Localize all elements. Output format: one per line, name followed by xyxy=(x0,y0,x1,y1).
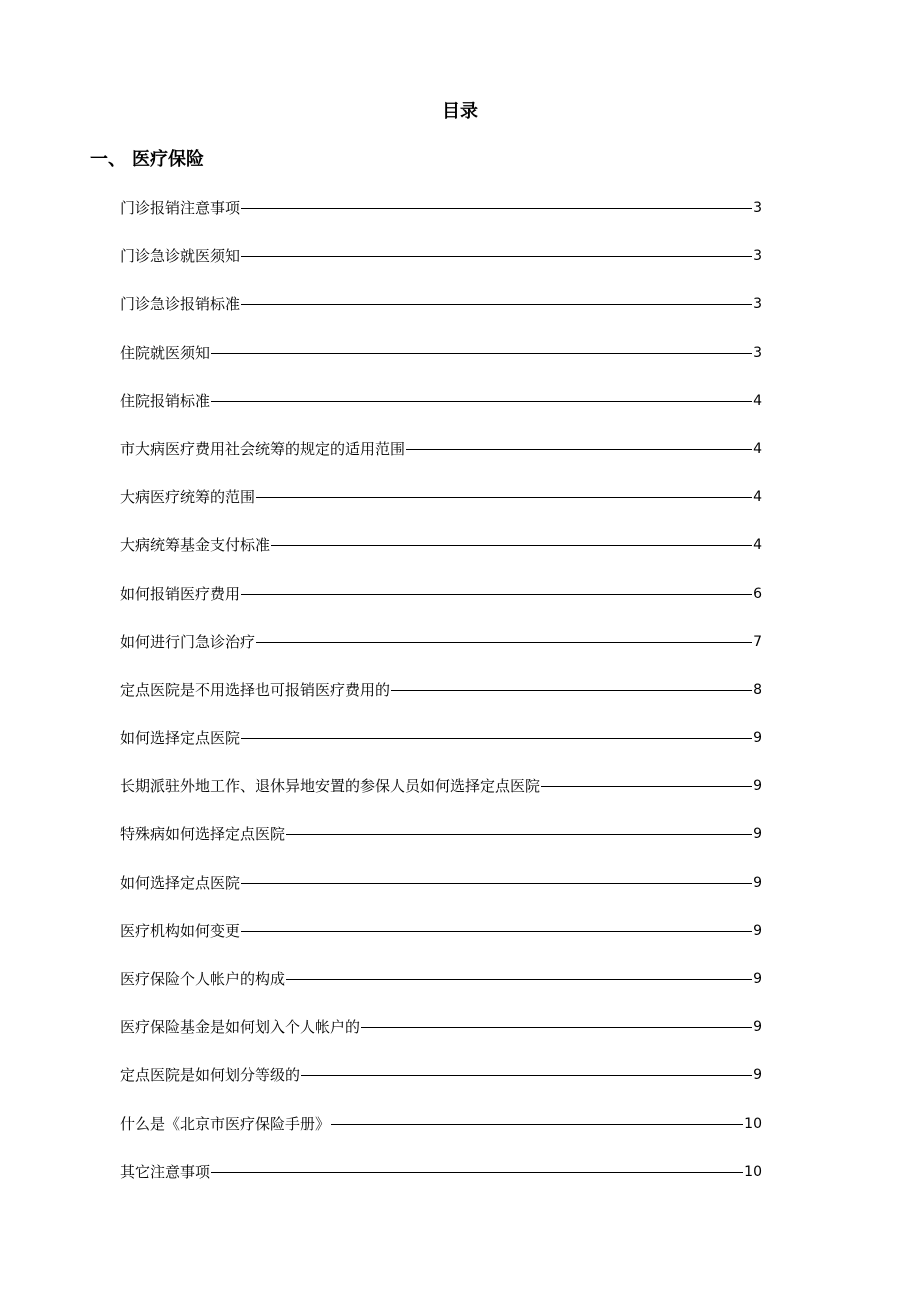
toc-entry[interactable] xyxy=(120,916,762,964)
toc-leader-line xyxy=(406,449,752,450)
toc-page-number: 9 xyxy=(753,1067,762,1084)
toc-leader-line xyxy=(211,1172,743,1173)
toc-entry-label: 定点医院是不用选择也可报销医疗费用的 xyxy=(120,680,391,699)
toc-entry[interactable] xyxy=(120,964,762,1012)
toc-entry-label: 住院报销标准 xyxy=(120,391,211,410)
toc-leader-line xyxy=(241,208,752,209)
toc-page-number: 3 xyxy=(753,248,762,265)
toc-entry[interactable] xyxy=(120,241,762,289)
toc-page-number: 4 xyxy=(753,440,762,457)
toc-entry[interactable] xyxy=(120,579,762,627)
toc-leader-line xyxy=(286,834,752,835)
toc-leader-line xyxy=(271,545,752,546)
toc-page-number: 4 xyxy=(753,537,762,554)
toc-page-number: 9 xyxy=(753,971,762,987)
toc-leader-line xyxy=(241,883,752,884)
toc-page-number: 4 xyxy=(753,489,762,506)
toc-entry-label: 大病统筹基金支付标准 xyxy=(120,536,271,555)
toc-entry-label: 如何选择定点医院 xyxy=(120,729,241,748)
toc-entry[interactable] xyxy=(120,193,762,241)
toc-page-number: 9 xyxy=(753,778,762,795)
toc-entry-label: 如何报销医疗费用 xyxy=(120,584,241,603)
toc-page-number: 9 xyxy=(753,1019,762,1036)
toc-page-number: 10 xyxy=(744,1163,762,1180)
toc-entry-label: 定点医院是如何划分等级的 xyxy=(120,1066,301,1085)
toc-entry[interactable] xyxy=(120,482,762,530)
toc-entry-label: 医疗机构如何变更 xyxy=(120,921,241,940)
toc-page-number: 8 xyxy=(753,681,762,698)
toc-leader-line xyxy=(241,256,752,257)
toc-leader-line xyxy=(241,304,752,305)
toc-page-number: 6 xyxy=(753,585,762,602)
toc-entry-label: 如何进行门急诊治疗 xyxy=(120,632,256,651)
toc-leader-line xyxy=(301,1075,752,1076)
toc-entry[interactable] xyxy=(120,675,762,723)
toc-leader-line xyxy=(541,786,752,787)
toc-entry[interactable] xyxy=(120,723,762,771)
toc-leader-line xyxy=(361,1027,752,1028)
toc-entry[interactable] xyxy=(120,434,762,482)
toc-page-number: 9 xyxy=(753,922,762,939)
toc-leader-line xyxy=(391,690,752,691)
toc-leader-line xyxy=(256,497,752,498)
toc-entry[interactable] xyxy=(120,530,762,578)
section-heading xyxy=(90,146,204,174)
toc-entry-label: 市大病医疗费用社会统筹的规定的适用范围 xyxy=(120,439,406,458)
toc-entry[interactable] xyxy=(120,1060,762,1108)
toc-entry[interactable] xyxy=(120,289,762,337)
toc-entry[interactable] xyxy=(120,386,762,434)
toc-leader-line xyxy=(241,594,752,595)
toc-entry-label: 如何选择定点医院 xyxy=(120,873,241,892)
toc-page-number: 9 xyxy=(753,874,762,891)
table-of-contents xyxy=(120,193,762,1205)
toc-page-number: 3 xyxy=(753,200,762,216)
toc-entry-label: 其它注意事项 xyxy=(120,1162,211,1181)
section-title: 医疗保险 xyxy=(132,149,204,170)
toc-page-number: 4 xyxy=(753,392,762,409)
toc-page-number: 10 xyxy=(744,1115,762,1132)
section-number: 一、 xyxy=(90,149,126,170)
toc-entry-label: 门诊急诊就医须知 xyxy=(120,247,241,266)
toc-entry[interactable] xyxy=(120,627,762,675)
toc-page-number: 9 xyxy=(753,730,762,747)
toc-entry[interactable] xyxy=(120,819,762,867)
toc-entry[interactable] xyxy=(120,771,762,819)
toc-page-number: 7 xyxy=(753,633,762,650)
toc-entry-label: 什么是《北京市医疗保险手册》 xyxy=(120,1114,331,1133)
toc-page-number: 9 xyxy=(753,826,762,843)
toc-entry-label: 医疗保险基金是如何划入个人帐户的 xyxy=(120,1018,361,1037)
document-title: 目录 xyxy=(442,101,478,122)
toc-entry[interactable] xyxy=(120,1012,762,1060)
toc-entry[interactable] xyxy=(120,338,762,386)
toc-entry-label: 医疗保险个人帐户的构成 xyxy=(120,970,286,988)
toc-leader-line xyxy=(256,642,752,643)
toc-entry-label: 长期派驻外地工作、退休异地安置的参保人员如何选择定点医院 xyxy=(120,777,541,796)
toc-leader-line xyxy=(241,738,752,739)
toc-entry[interactable] xyxy=(120,1109,762,1157)
toc-entry-label: 特殊病如何选择定点医院 xyxy=(120,825,286,844)
toc-page-number: 3 xyxy=(753,344,762,361)
toc-entry-label: 门诊急诊报销标准 xyxy=(120,295,241,314)
toc-entry[interactable] xyxy=(120,1157,762,1205)
toc-leader-line xyxy=(211,353,752,354)
toc-leader-line xyxy=(211,401,752,402)
toc-leader-line xyxy=(331,1124,743,1125)
toc-entry-label: 门诊报销注意事项 xyxy=(120,199,241,217)
toc-leader-line xyxy=(286,979,752,980)
toc-entry[interactable] xyxy=(120,868,762,916)
toc-page-number: 3 xyxy=(753,296,762,313)
toc-entry-label: 住院就医须知 xyxy=(120,343,211,362)
toc-leader-line xyxy=(241,931,752,932)
toc-entry-label: 大病医疗统筹的范围 xyxy=(120,488,256,507)
